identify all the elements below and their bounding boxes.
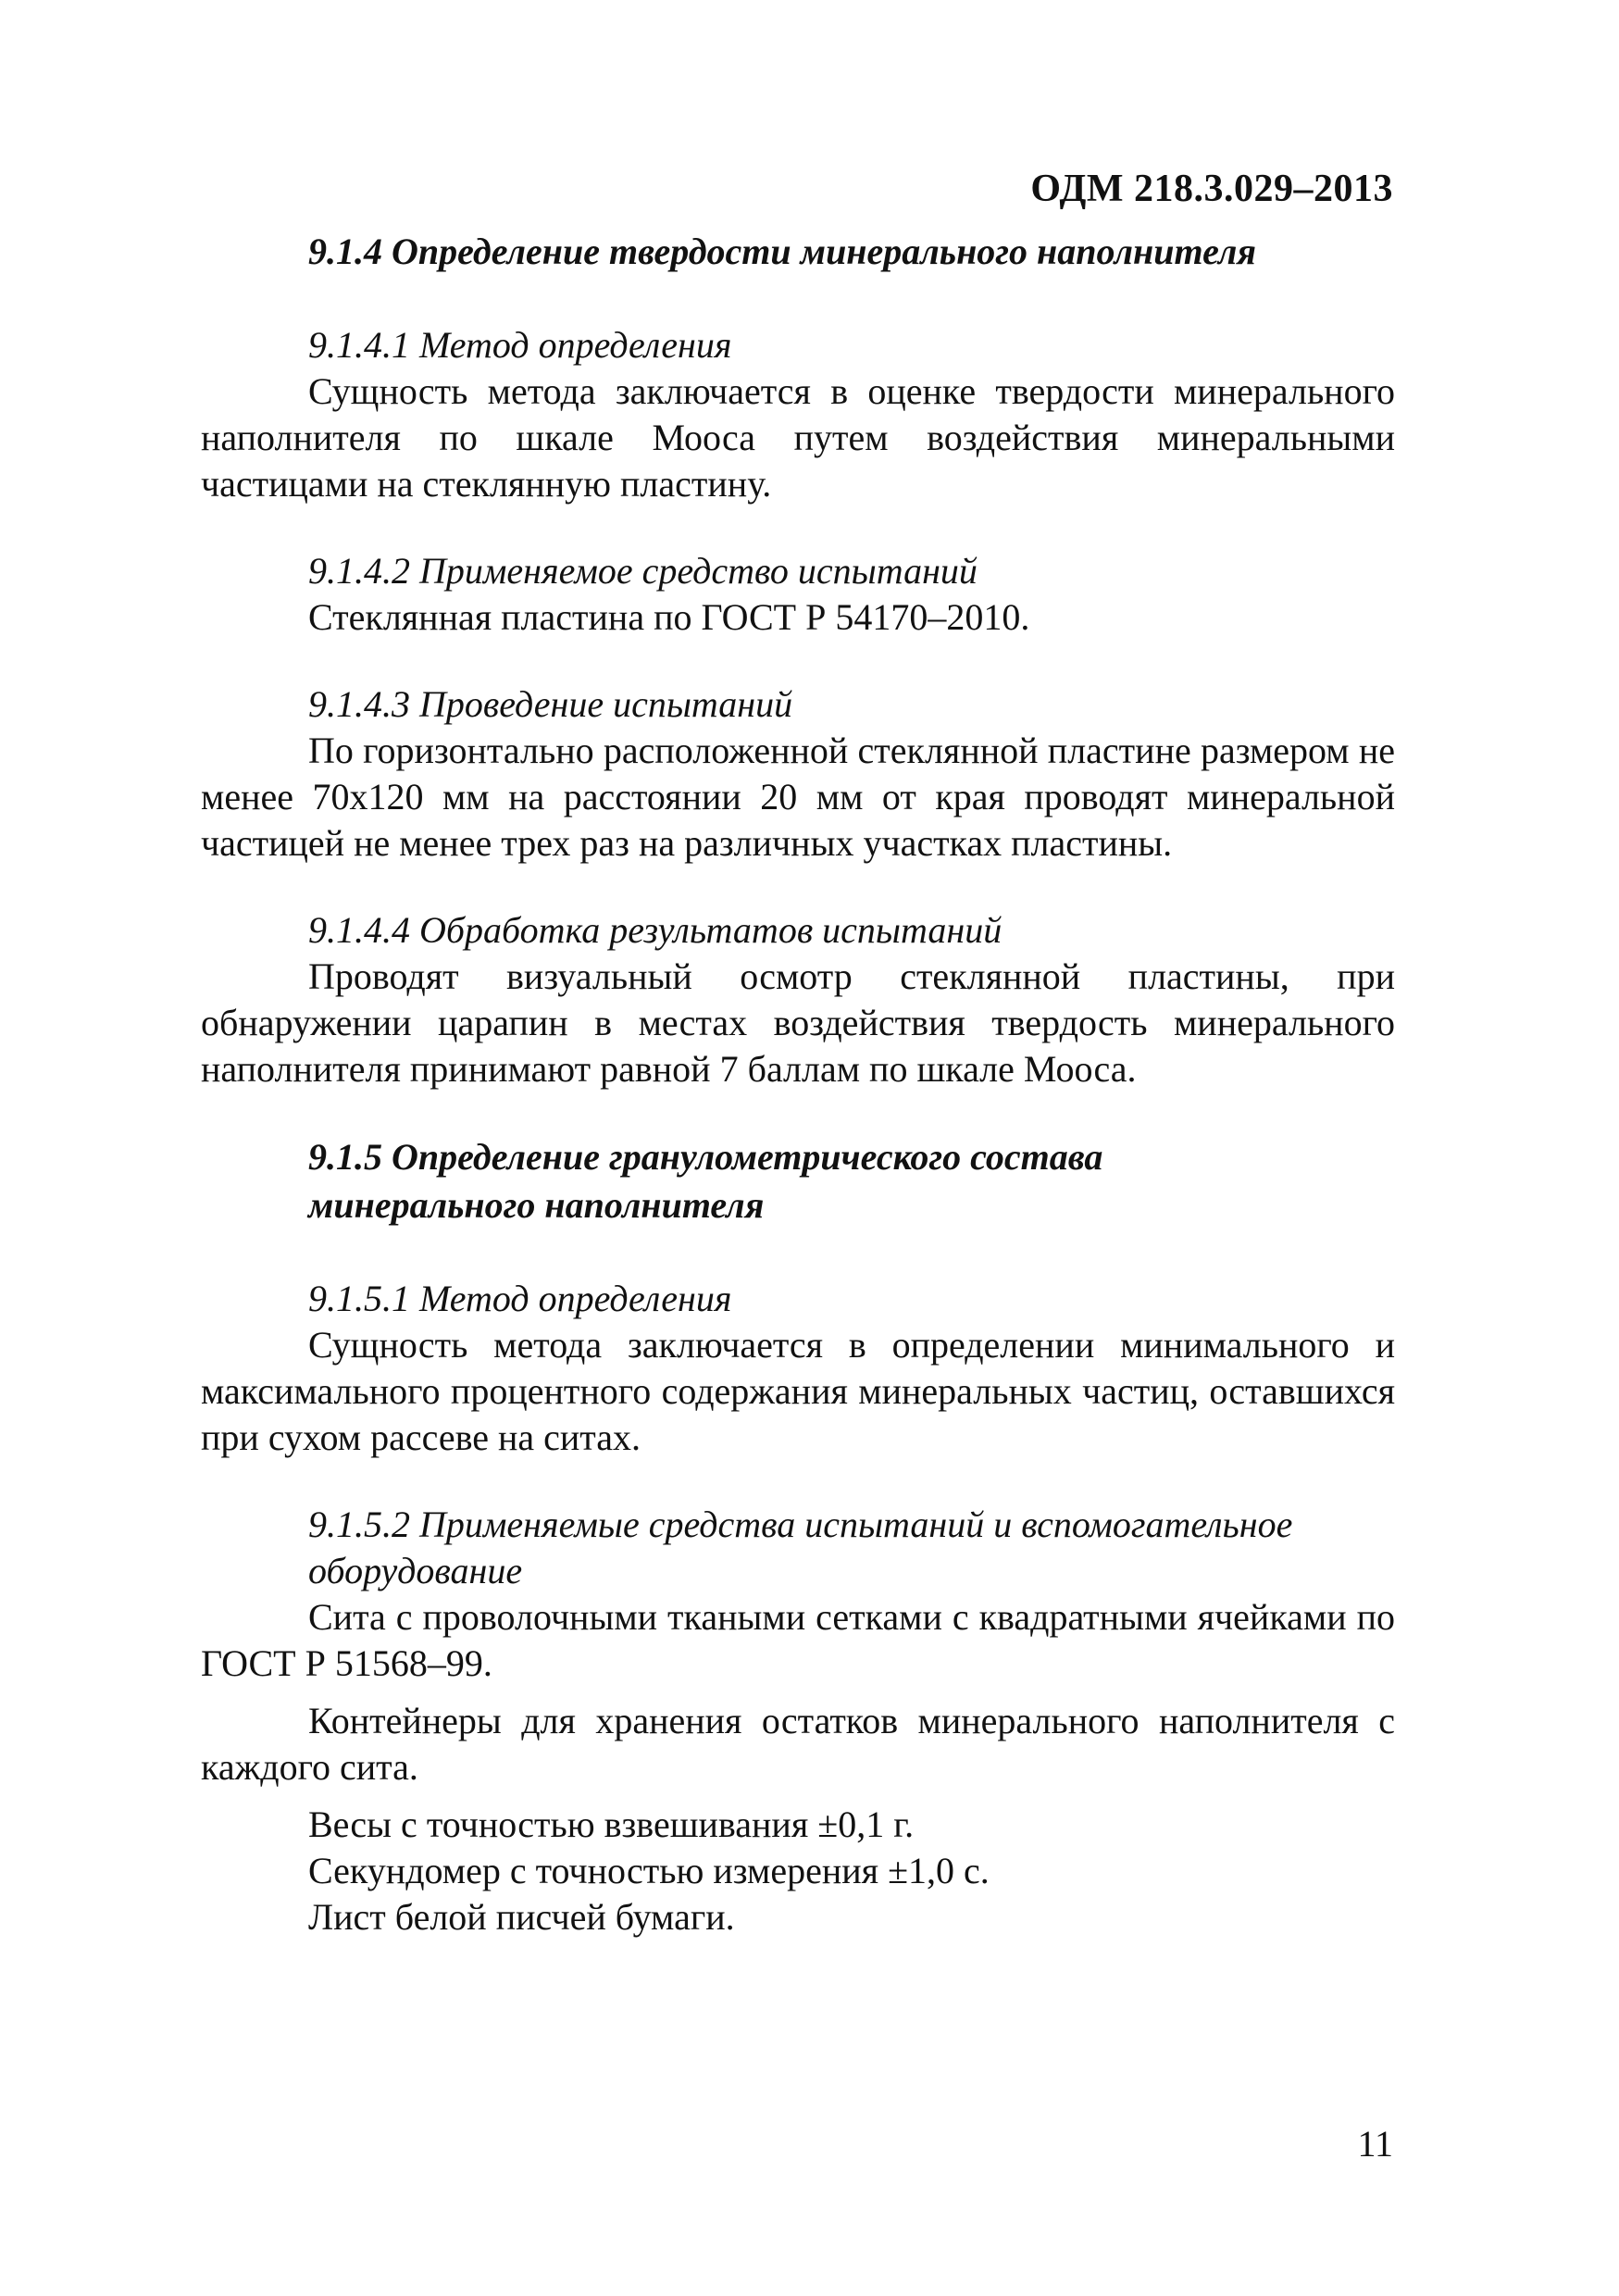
section-title-9-1-5-line2: минерального наполнителя <box>308 1184 765 1226</box>
section-title-9-1-5-line1: 9.1.5 Определение гранулометрического состава <box>308 1136 1103 1178</box>
paragraph-9-1-5-2-sieves: Сита с проволочными ткаными сетками с квадратными ячейками по ГОСТ Р 51568–99. <box>201 1596 1395 1684</box>
subsection-title-9-1-4-2: 9.1.4.2 Применяемое средство испытаний <box>308 550 978 592</box>
subsection-title-9-1-4-4: 9.1.4.4 Обработка результатов испытаний <box>308 909 1003 951</box>
section-title-9-1-4: 9.1.4 Определение твердости минерального наполнителя <box>308 231 1256 272</box>
subsection-title-9-1-4-3: 9.1.4.3 Проведение испытаний <box>308 683 793 725</box>
subsection-title-9-1-5-2-line2: оборудование <box>308 1550 523 1591</box>
paragraph-9-1-4-2: Стеклянная пластина по ГОСТ Р 54170–2010. <box>308 596 1030 638</box>
paragraph-9-1-4-4: Проводят визуальный осмотр стеклянной пластины, при обнаружении царапин в местах воздействия твердость минерального наполнителя принимают равной 7 баллам по шкале Мооса. <box>201 955 1395 1090</box>
document-body <box>201 228 1395 1940</box>
paragraph-9-1-5-2-stopwatch: Секундомер с точностью измерения ±1,0 с. <box>308 1850 990 1891</box>
paragraph-9-1-5-2-scales: Весы с точностью взвешивания ±0,1 г. <box>308 1803 915 1845</box>
subsection-title-9-1-5-1: 9.1.5.1 Метод определения <box>308 1278 732 1319</box>
paragraph-9-1-5-2-paper: Лист белой писчей бумаги. <box>308 1896 735 1938</box>
subsection-title-9-1-4-1: 9.1.4.1 Метод определения <box>308 324 732 366</box>
paragraph-9-1-5-2-containers: Контейнеры для хранения остатков минерального наполнителя с каждого сита. <box>201 1700 1395 1788</box>
subsection-title-9-1-5-2-line1: 9.1.5.2 Применяемые средства испытаний и вспомогательное <box>308 1504 1293 1545</box>
paragraph-9-1-5-1: Сущность метода заключается в определении минимального и максимального процентного содержания минеральных частиц, оставшихся при сухом рассеве на ситах. <box>201 1324 1395 1458</box>
paragraph-9-1-4-3: По горизонтально расположенной стеклянной пластине размером не менее 70х120 мм на расстоянии 20 мм от края проводят минеральной частицей не менее трех раз на различных участках пластины. <box>201 730 1395 864</box>
paragraph-9-1-4-1: Сущность метода заключается в оценке твердости минерального наполнителя по шкале Мооса путем воздействия минеральными частицами на стеклянную пластину. <box>201 370 1395 505</box>
document-code: ОДМ 218.3.029–2013 <box>1030 168 1393 210</box>
page-number: 11 <box>1357 2123 1393 2165</box>
